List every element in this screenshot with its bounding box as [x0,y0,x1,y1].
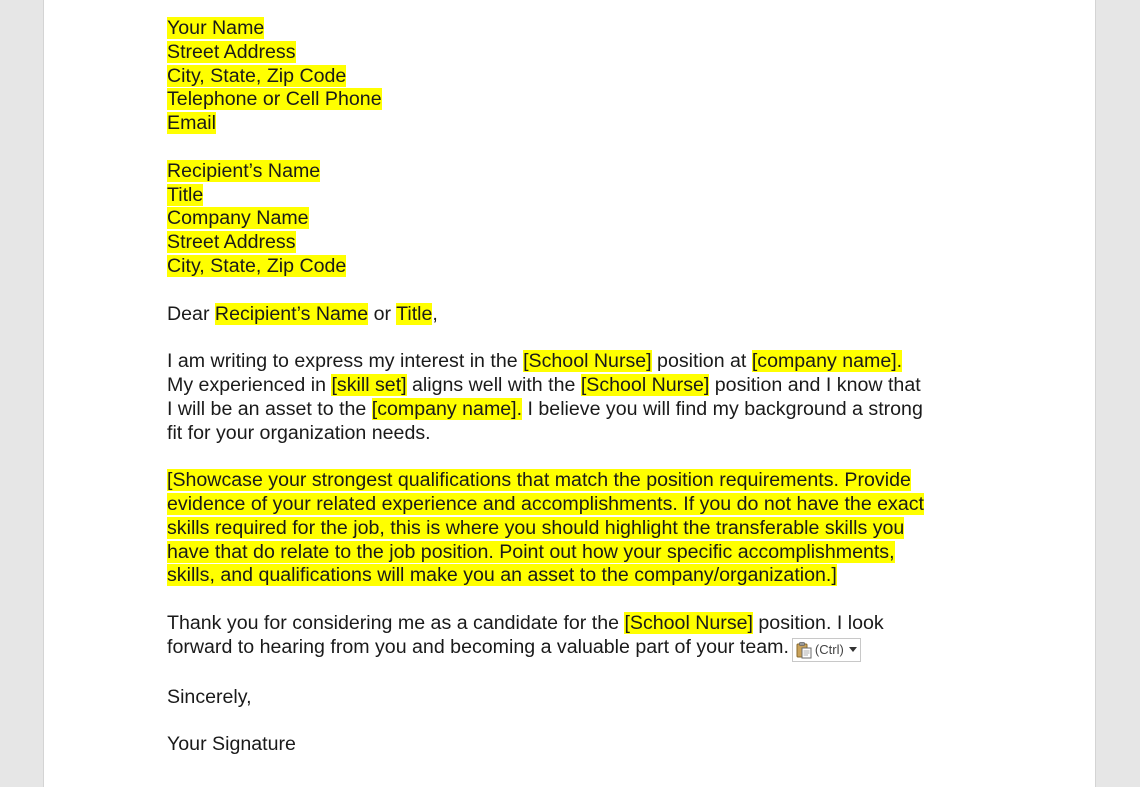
recipient-line: Title [167,183,204,206]
sender-block [167,17,987,136]
recipient-block [167,160,987,279]
sender-line: Street Address [167,40,296,63]
recipient-line: Street Address [167,231,296,254]
intro-line: I will be an asset to the [company name]. I believe you will find my background a strong [167,397,923,420]
qualifications-line: [Showcase your strongest qualifications that match the position requirements. Provide [167,469,911,492]
closing-line: Thank you for considering me as a candidate for the [School Nurse] position. I look [167,611,884,634]
closing-paragraph [167,612,987,662]
signature: Your Signature [167,733,296,756]
blank-line [167,136,987,160]
blank-line [167,445,987,469]
paste-options-button[interactable] [792,638,861,662]
recipient-line: City, State, Zip Code [167,254,347,277]
recipient-line: Recipient’s Name [167,159,321,182]
document-page [43,0,1096,787]
paste-options-label: (Ctrl) [814,642,844,658]
qualifications-line: skills, and qualifications will make you an asset to the company/organization.] [167,564,837,587]
blank-line [167,279,987,303]
intro-line: My experienced in [skill set] aligns well with the [School Nurse] position and I know that [167,373,921,396]
letter-body[interactable] [167,17,987,757]
blank-line [167,326,987,350]
intro-paragraph [167,350,987,445]
chevron-down-icon [849,647,857,652]
qualifications-line: evidence of your related experience and accomplishments. If you do not have the exact [167,492,924,515]
recipient-line: Company Name [167,207,309,230]
intro-line: I am writing to express my interest in the [School Nurse] position at [company name]. [167,350,903,373]
qualifications-line: have that do relate to the job position. Point out how your specific accomplishments, [167,540,895,563]
signoff: Sincerely, [167,685,252,708]
sender-line: City, State, Zip Code [167,64,347,87]
salutation: Dear Recipient’s Name or Title, [167,302,438,325]
blank-line [167,588,987,612]
blank-line [167,709,987,733]
closing-line: forward to hearing from you and becoming a valuable part of your team. (Ctrl) [167,636,987,662]
qualifications-line: skills required for the job, this is where you should highlight the transferable skills you [167,516,905,539]
intro-line: fit for your organization needs. [167,421,431,444]
sender-line: Email [167,112,216,135]
sender-line: Telephone or Cell Phone [167,88,382,111]
qualifications-paragraph [167,469,987,588]
clipboard-paste-icon [795,641,813,659]
sender-line: Your Name [167,17,265,39]
blank-line [167,662,987,686]
